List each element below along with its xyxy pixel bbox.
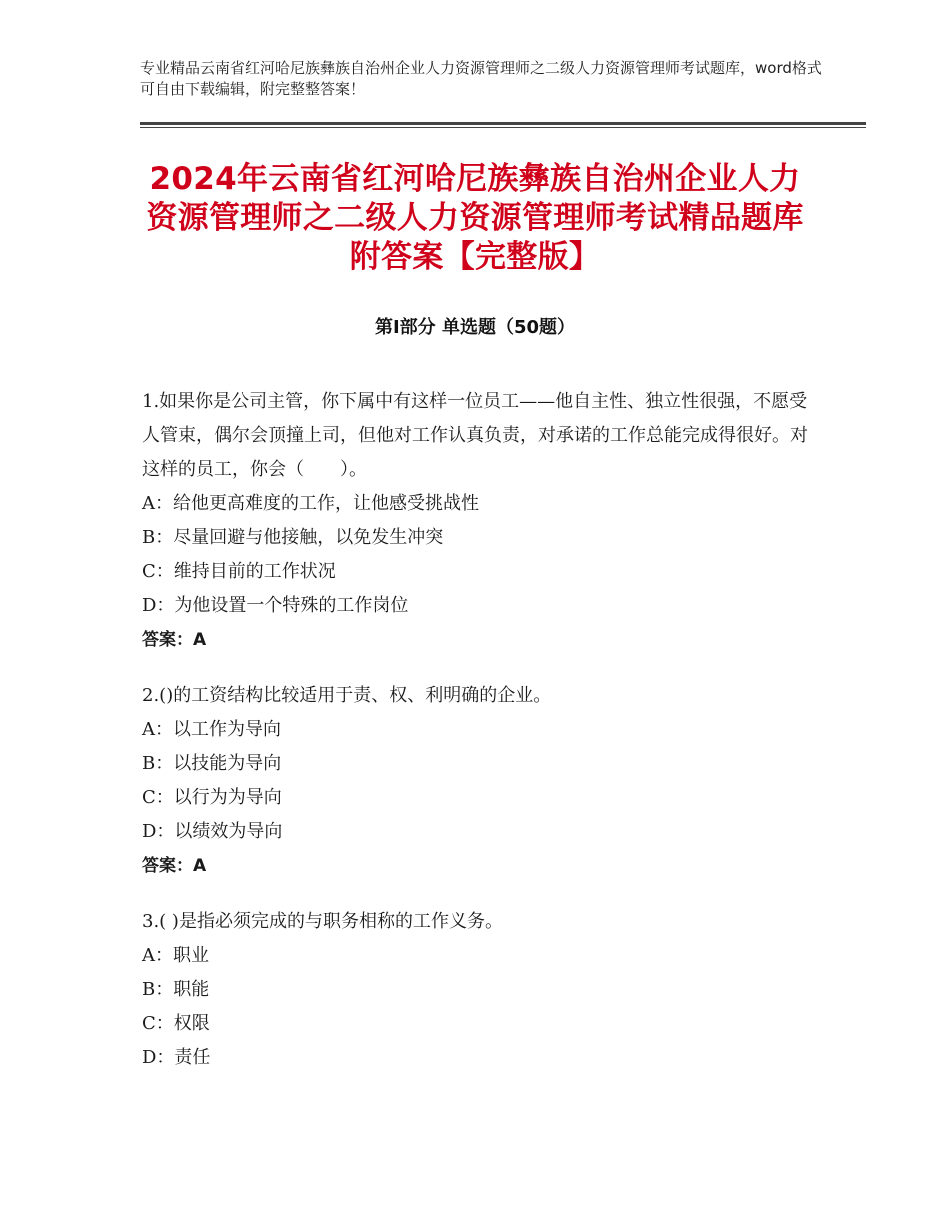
- option-c: C：以行为为导向: [142, 787, 282, 808]
- option-a: A：职业: [142, 945, 209, 966]
- option-c: C：权限: [142, 1013, 210, 1034]
- option-d: D：责任: [142, 1047, 211, 1068]
- option-d: D：为他设置一个特殊的工作岗位: [142, 595, 409, 616]
- answer: 答案：A: [142, 856, 207, 876]
- option-b: B：以技能为导向: [142, 753, 282, 774]
- question-stem: 3.( )是指必须完成的与职务相称的工作义务。: [142, 911, 503, 932]
- question-3: [142, 905, 812, 1075]
- question-stem: 1.如果你是公司主管，你下属中有这样一位员工——他自主性、独立性很强，不愿受人管束，偶尔会顶撞上司，但他对工作认真负责，对承诺的工作总能完成得很好。对这样的员工，你会（ ）。: [142, 391, 808, 480]
- header-note: 专业精品云南省红河哈尼族彝族自治州企业人力资源管理师之二级人力资源管理师考试题库，word格式可自由下载编辑，附完整整答案！: [140, 59, 822, 98]
- answer: 答案：A: [142, 630, 207, 650]
- header-rule-thick: [140, 122, 866, 125]
- option-b: B：职能: [142, 979, 210, 1000]
- option-b: B：尽量回避与他接触，以免发生冲突: [142, 527, 444, 548]
- option-a: A：给他更高难度的工作，让他感受挑战性: [142, 493, 479, 514]
- section-title: 第Ⅰ部分 单选题（50题）: [374, 317, 575, 338]
- document-title: 2024年云南省红河哈尼族彝族自治州企业人力资源管理师之二级人力资源管理师考试精品题库附答案【完整版】: [146, 161, 804, 275]
- question-list: [142, 385, 812, 1097]
- option-a: A：以工作为导向: [142, 719, 281, 740]
- question-stem: 2.()的工资结构比较适用于责、权、利明确的企业。: [142, 685, 552, 706]
- question-1: [142, 385, 812, 657]
- option-d: D：以绩效为导向: [142, 821, 283, 842]
- header-rule-thin: [140, 127, 866, 128]
- question-2: [142, 679, 812, 883]
- option-c: C：维持目前的工作状况: [142, 561, 336, 582]
